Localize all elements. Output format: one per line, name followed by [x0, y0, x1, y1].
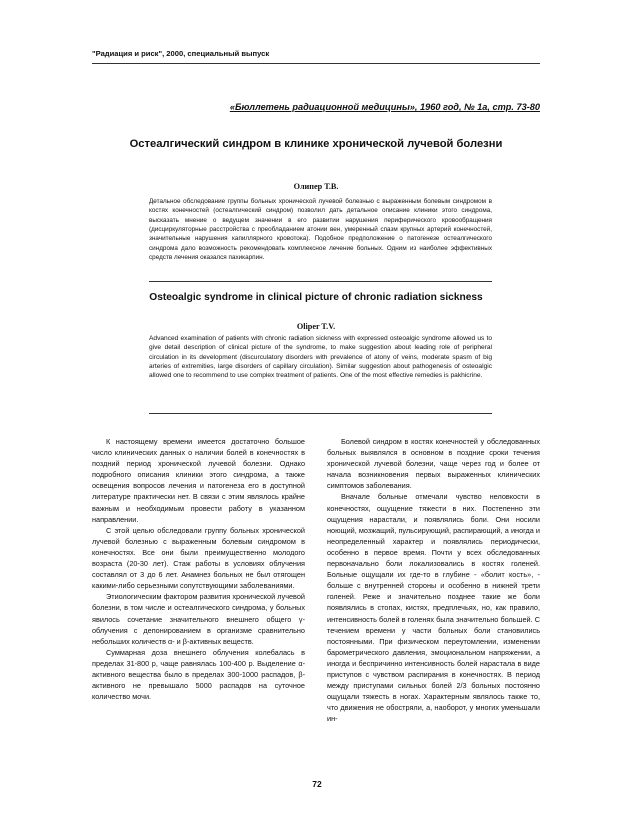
article-title-ru: Остеалгический синдром в клинике хронической лучевой болезни — [129, 138, 503, 150]
paragraph: Суммарная доза внешнего облучения колебалась в пределах 31-800 р, чаще равнялась 100-400 р. Выделение α-активного вещества было в пределах 300-1000 распадов, β-активного не превышало 5000 распадов на суточное количество мочи. — [92, 647, 305, 702]
abstract-en-rule — [149, 413, 492, 414]
paragraph: Этиологическим фактором развития хронической лучевой болезни, в том числе и остеалгического синдрома, у больных явилось сочетание значительного внешнего общего γ-облучения с депонированием в организме сравнительно небольших количеств α- и β-активных веществ. — [92, 592, 305, 646]
abstract-en: Advanced examination of patients with chronic radiation sickness with expressed osteoalgic syndrome allowed us to give detail description of clinical picture of the syndrome, to make suggestion about leading role of peripheral circulation in its development (discurculatory disorders with prevalence of atony of veins, moderate spasm of big arteries of extremities, large disorders of capillary circulation). Similar suggestion about pathogenesis of osteoalgic allowed one to recommend to use complex treatment of patients. One of the most effective remedies is pakhicrine. — [149, 335, 492, 380]
article-title-en: Osteoalgic syndrome in clinical picture of chronic radiation sickness — [149, 292, 483, 303]
running-head: "Радиация и риск", 2000, специальный выпуск — [92, 49, 270, 58]
abstract-ru-rule — [149, 281, 492, 282]
paragraph: Вначале больные отмечали чувство неловкости в конечностях, ощущение тяжести в них. Постепенно эти ощущения нарастали, и появлялись боли. Они носили ноющий, мозжащий, пульсирующий, распирающий, а иногда и неопределенный характер и появлялись периодически, особенно в первое время. Почти у всех обследованных первоначально боли локализовались в костях голеней. Больные ощущали их где-то в глубине - «болит кость», - больше с внутренней стороны и особенно в нижней трети голеней. Реже и значительно позднее такие же боли появлялись в стопах, кистях, предплечьях, но, как правило, интенсивность болей в голенях была значительно большей. С течением времени у части больных боли становились постоянными. При физическом переутомлении, изменении барометрического давления, эмоциональном напряжении, а иногда и беспричинно интенсивность болей нарастала в виде приступов с чувством распирания в конечностях. В период между приступами сильных болей 2/3 больных постоянно ощущали тяжесть в ногах. Характерным являлось также то, что движения не обостряли, а, наоборот, у многих уменьшали ин- — [327, 492, 540, 724]
body-left-column — [92, 436, 305, 702]
author-ru: Олипер Т.В. — [293, 182, 339, 191]
source-citation: «Бюллетень радиационной медицины», 1960 год, № 1а, стр. 73-80 — [229, 102, 540, 112]
body-right-column — [327, 436, 540, 724]
paragraph: С этой целью обследовали группу больных хронической лучевой болезнью с выраженным болевым синдромом в конечностях. Все они были преимущественно молодого возраста (20-30 лет). Стаж работы в условиях облучения составлял от 3 до 6 лет. Анамнез больных не был отягощен какими-либо серьезными сопутствующими заболеваниями. — [92, 525, 305, 591]
page-number: 72 — [312, 779, 322, 789]
header-rule — [92, 63, 540, 64]
author-en: Oliper T.V. — [296, 322, 336, 331]
paragraph: Болевой синдром в костях конечностей у обследованных больных выявлялся в основном в поздние сроки течения хронической лучевой болезни, чаще через год и более от начала возникновения первых выраженных клинических симптомов заболевания. — [327, 437, 540, 491]
paragraph: К настоящему времени имеется достаточно большое число клинических данных о наличии болей в конечностях в поздний период хронической лучевой болезни. Однако подробного описания клиники этого синдрома, а также освещения вопросов лечения и патогенеза его в доступной литературе практически нет. В связи с этим являлось крайне важным и необходимым провести работу в указанном направлении. — [92, 437, 305, 524]
abstract-ru: Детальное обследование группы больных хронической лучевой болезнью с выраженным болевым синдромом в костях конечностей (остеалгический синдром) позволил дать детальное описание клиники этого синдрома, высказать мнение о ведущем значении в его развитии нарушения периферического кровообращения (дисциркуляторные расстройства с преобладанием атонии вен, умеренный спазм крупных артерий конечностей, значительные нарушения капиллярного кровотока). Подобное предположение о патогенезе остеалгического синдрома дало возможность рекомендовать комплексное лечение больных. Одним из наиболее эффективных средств лечения оказался пахикарпин. — [149, 198, 492, 262]
